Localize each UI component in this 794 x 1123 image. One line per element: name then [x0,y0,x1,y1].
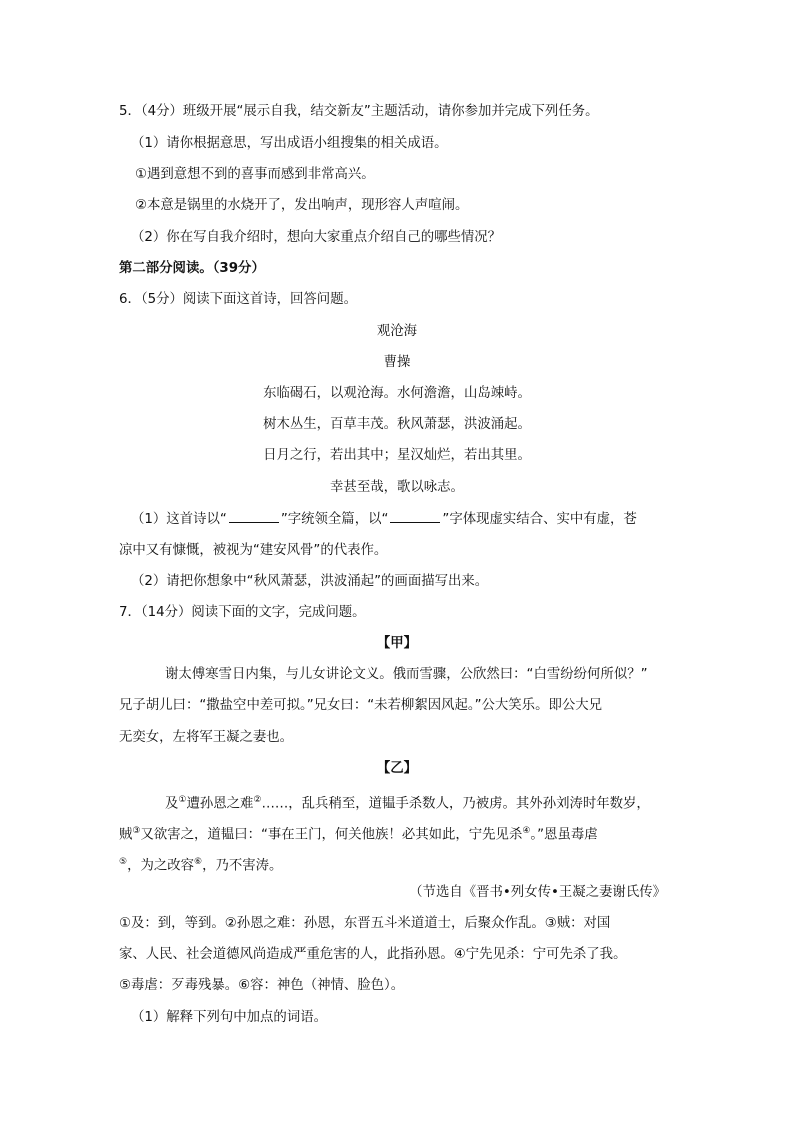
yi-line: ⑤，为之改容⑥，乃不害涛。 [119,857,283,874]
q5-sub2: （2）你在写自我介绍时，想向大家重点介绍自己的哪些情况？ [131,230,502,245]
answer-blank[interactable] [390,510,440,523]
part2-heading: 第二部分阅读。（39分） [119,261,265,276]
q7-stem: 7．（14分）阅读下面的文字，完成问题。 [119,605,366,620]
yi-line: 及①遭孙恩之难②……，乱兵稍至，道韫手杀数人，乃被虏。其外孙刘涛时年数岁， [165,795,650,812]
jia-title: 【甲】 [376,636,418,651]
source-citation: （节选自《晋书•列女传•王凝之妻谢氏传》 [409,885,666,900]
q6-sub2: （2）请把你想象中“秋风萧瑟，洪波涌起”的画面描写出来。 [131,574,489,589]
poem-line: 幸甚至哉，歌以咏志。 [330,480,464,495]
answer-blank[interactable] [229,510,279,523]
jia-line: 谢太傅寒雪日内集，与儿女讲论文义。俄而雪骤，公欣然曰：“白雪纷纷何所似？” [165,667,648,682]
q7-sub1: （1）解释下列句中加点的词语。 [131,1010,327,1025]
poem-line: 树木丛生，百草丰茂。秋风萧瑟，洪波涌起。 [263,417,531,432]
q6-sub1: （1）这首诗以“ ”字统领全篇，以“ ”字体现虚实结合、实中有虚，苍 [131,512,637,527]
q5-item1: ①遇到意想不到的喜事而感到非常高兴。 [135,167,375,182]
jia-line: 无奕女，左将军王凝之妻也。 [119,730,294,745]
yi-title: 【乙】 [376,761,418,776]
jia-line: 兄子胡儿曰：“撒盐空中差可拟。”兄女曰：“未若柳絮因风起。”公大笑乐。即公大兄 [119,698,603,713]
q5-stem: 5．（4分）班级开展“展示自我，结交新友”主题活动，请你参加并完成下列任务。 [119,104,599,119]
yi-line: 贼③又欲害之，道韫曰：“事在王门，何关他族！必其如此，宁先见杀④。”恩虽毒虐 [119,826,598,843]
q5-sub1: （1）请你根据意思，写出成语小组搜集的相关成语。 [131,136,448,151]
q5-item2: ②本意是锅里的水烧开了，发出响声，现形容人声喧闹。 [135,198,469,213]
note-line: ①及：到，等到。②孙恩之难：孙恩，东晋五斗米道道士，后聚众作乱。③贼：对国 [119,916,611,931]
poem-line: 东临碣石，以观沧海。水何澹澹，山岛竦峙。 [263,386,531,401]
note-line: 家、人民、社会道德风尚造成严重危害的人，此指孙恩。④宁先见杀：宁可先杀了我。 [119,947,627,962]
q6-sub1-cont: 凉中又有慷慨，被视为“建安风骨”的代表作。 [119,543,388,558]
poem-author: 曹操 [383,355,411,370]
poem-title: 观沧海 [376,324,418,339]
poem-line: 日月之行，若出其中；星汉灿烂，若出其里。 [263,448,531,463]
note-line: ⑤毒虐：歹毒残暴。⑥容：神色（神情、脸色）。 [119,978,405,993]
q6-stem: 6．（5分）阅读下面这首诗，回答问题。 [119,292,357,307]
